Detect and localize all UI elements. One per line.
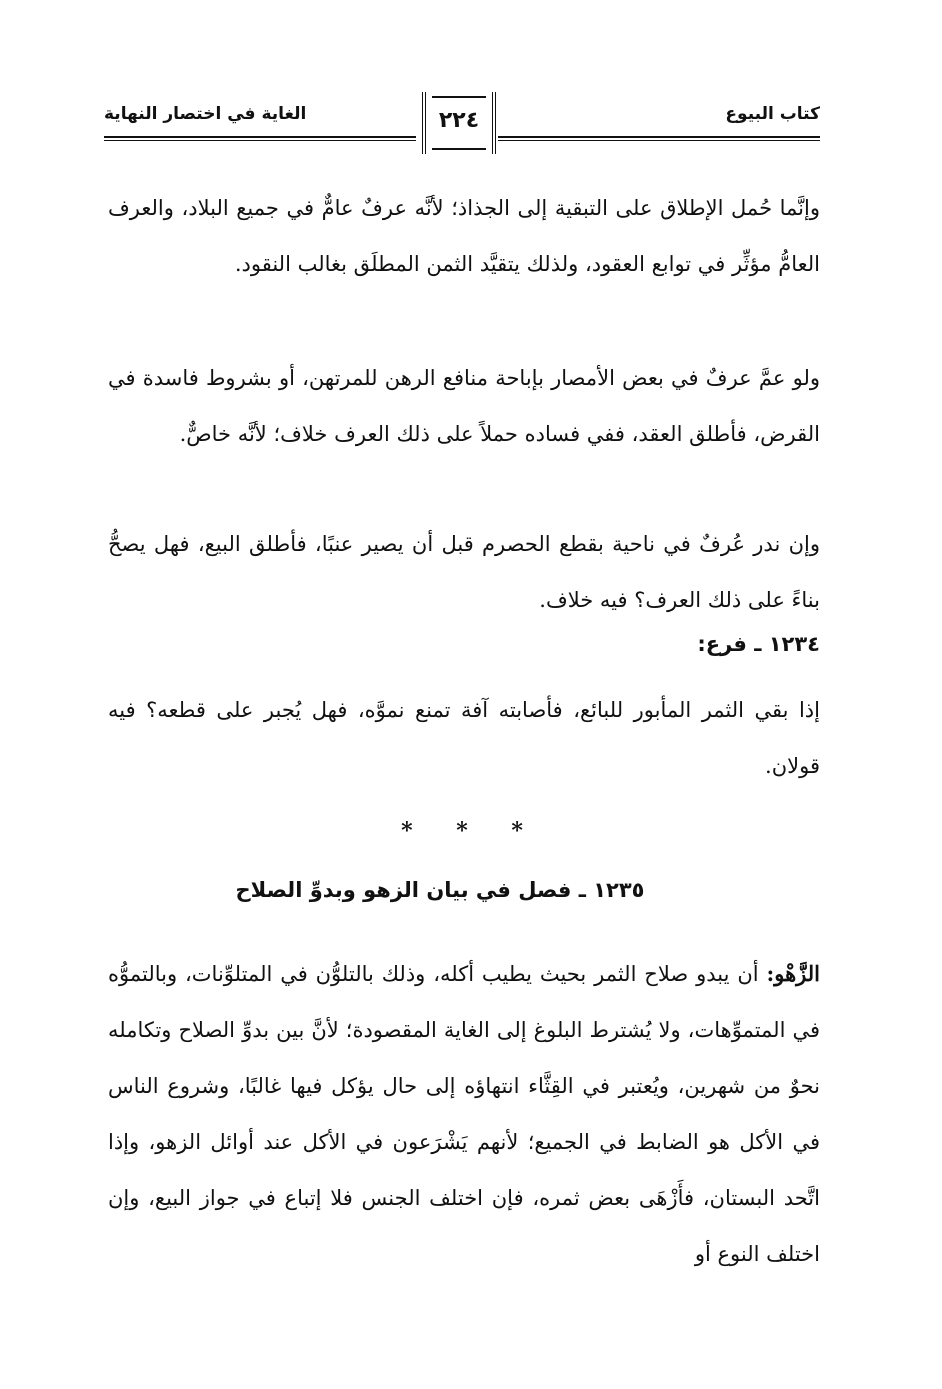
paragraph-text: وإن ندر عُرفٌ في ناحية بقطع الحصرم قبل أن يصير عنبًا، فأطلق البيع، فهل يصحُّ بناءً على ذلك العرف؟ فيه خلاف. [108, 532, 820, 612]
paragraph-2 [108, 350, 820, 462]
paragraph-4 [108, 682, 820, 794]
paragraph-5 [108, 946, 820, 1282]
header-rule-left [104, 136, 416, 138]
chapter-title: كتاب البيوع [725, 104, 820, 124]
paragraph-1 [108, 180, 820, 292]
section-separator: * * * [401, 818, 541, 844]
paragraph-text: إذا بقي الثمر المأبور للبائع، فأصابته آفة تمنع نموَّه، فهل يُجبر على قطعه؟ فيه قولان. [108, 698, 820, 778]
definition-text: أن يبدو صلاح الثمر بحيث يطيب أكله، وذلك بالتلوُّن في المتلوِّنات، وبالتموُّه في المتموِّهات، ولا يُشترط البلوغ إلى الغاية المقصودة؛ لأنَّ بين بدوِّ الصلاح وتكامله نحوٌ من شهرين، ويُعتبر في القِثَّاء انتهاؤه إلى حال يؤكل فيها غالبًا، وشروع الناس في الأكل هو الضابط في الجميع؛ لأنهم يَشْرَعون في الأكل عند أوائل الزهو، وإذا اتَّحد البستان، فأَزْهَى بعض ثمره، فإن اختلف الجنس فلا إتباع في جواز البيع، وإن اختلف النوع أو [108, 962, 820, 1266]
header-rule-right-thin [498, 140, 820, 141]
header-rule-right [498, 136, 820, 138]
paragraph-text: ولو عمَّ عرفٌ في بعض الأمصار بإباحة منافع الرهن للمرتهن، أو بشروط فاسدة في القرض، فأطلق العقد، ففي فساده حملاً على ذلك العرف خلاف؛ لأنَّه خاصٌّ. [108, 366, 820, 446]
page-number-frame [422, 92, 496, 154]
paragraph-text: وإنَّما حُمل الإطلاق على التبقية إلى الجذاذ؛ لأنَّه عرفٌ عامٌّ في جميع البلاد، والعرف العامُّ مؤثِّر في توابع العقود، ولذلك يتقيَّد الثمن المطلَق بغالب النقود. [108, 196, 820, 276]
branch-heading: ١٢٣٤ ـ فرع: [697, 632, 820, 656]
defined-term: الزَّهْو: [766, 961, 820, 986]
page-header [104, 92, 820, 162]
header-rule-left-thin [104, 140, 416, 141]
paragraph-text [108, 946, 820, 1282]
section-heading: ١٢٣٥ ـ فصل في بيان الزهو وبدوِّ الصلاح [235, 878, 645, 902]
paragraph-3 [108, 516, 820, 628]
page-number: ٢٢٤ [438, 108, 480, 133]
book-title: الغاية في اختصار النهاية [104, 104, 307, 124]
